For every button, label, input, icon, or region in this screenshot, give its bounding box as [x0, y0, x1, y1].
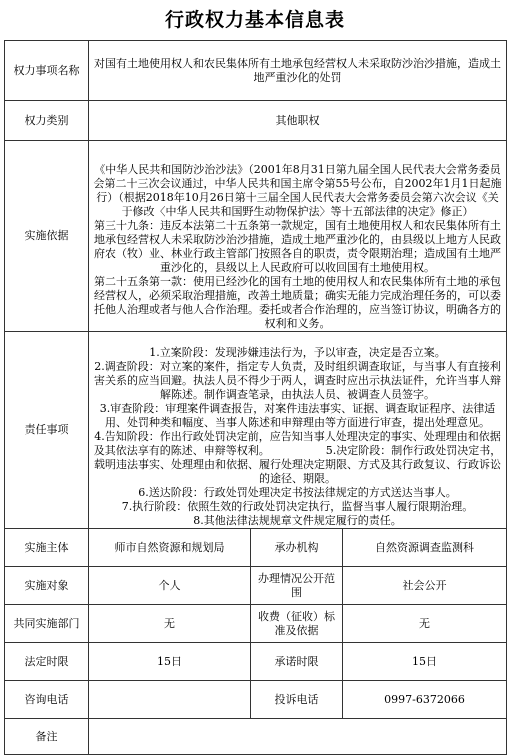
row-joint — [5, 605, 507, 643]
handling-agency-value: 自然资源调查监测科 — [343, 529, 507, 567]
target-label: 实施对象 — [5, 567, 89, 605]
row-responsibility — [5, 332, 507, 529]
power-category-value: 其他职权 — [89, 101, 507, 141]
row-remark — [5, 719, 507, 755]
target-value: 个人 — [89, 567, 251, 605]
responsibility-paragraph: 1.立案阶段：发现涉嫌违法行为，予以审查，决定是否立案。 — [149, 346, 446, 359]
basis-paragraph: 第三十九条：违反本法第二十五条第一款规定，国有土地使用权人和农民集体所有土地承包经营权人未采取防沙治沙措施，造成土地严重沙化的，由县级以上地方人民政府农（牧）业、林业行政主管部门按照各自的职责，责令限期治理；造成国有土地严重沙化的，县级以上人民政府可以收回国有土地使用权。 — [94, 219, 501, 274]
row-deadline — [5, 643, 507, 681]
consult-phone-value — [89, 681, 251, 719]
fee-standard-value: 无 — [343, 605, 507, 643]
page-title: 行政权力基本信息表 — [164, 9, 345, 31]
promised-deadline-value: 15日 — [343, 643, 507, 681]
row-target — [5, 567, 507, 605]
row-power-category — [5, 101, 507, 141]
remark-label: 备注 — [5, 719, 89, 755]
handling-agency-label: 承办机构 — [251, 529, 343, 567]
legal-deadline-value: 15日 — [89, 643, 251, 681]
subject-value: 师市自然资源和规划局 — [89, 529, 251, 567]
responsibility-paragraph: 6.送达阶段：行政处罚处理决定书按法律规定的方式送达当事人。 — [138, 486, 457, 499]
joint-department-value: 无 — [89, 605, 251, 643]
info-table — [4, 40, 507, 755]
disclosure-scope-label: 办理情况公开范围 — [251, 567, 343, 605]
complaint-phone-value: 0997-6372066 — [343, 681, 507, 719]
row-phone — [5, 681, 507, 719]
responsibility-content — [89, 332, 507, 529]
disclosure-scope-value: 社会公开 — [343, 567, 507, 605]
basis-content — [89, 141, 507, 332]
responsibility-label: 责任事项 — [5, 332, 89, 529]
remark-value — [89, 719, 507, 755]
responsibility-paragraph: 8.其他法律法规规章文件规定履行的责任。 — [193, 514, 402, 527]
promised-deadline-label: 承诺时限 — [251, 643, 343, 681]
responsibility-paragraph: 3.审查阶段：审理案件调查报告，对案件违法事实、证据、调查取证程序、法律适用、处罚种类和幅度、当事人陈述和申辩理由等方面进行审查，提出处理意见。 — [99, 402, 496, 429]
power-item-value: 对国有土地使用权人和农民集体所有土地承包经营权人未采取防沙治沙措施，造成土地严重沙化的处罚 — [89, 41, 507, 101]
power-item-label: 权力事项名称 — [5, 41, 89, 101]
joint-department-label: 共同实施部门 — [5, 605, 89, 643]
legal-deadline-label: 法定时限 — [5, 643, 89, 681]
responsibility-paragraph: 7.执行阶段：依照生效的行政处罚决定执行，监督当事人履行限期治理。 — [121, 500, 474, 513]
basis-paragraph: 第二十五条第一款：使用已经沙化的国有土地的使用权人和农民集体所有土地的承包经营权人，必须采取治理措施，改善土地质量；确实无能力完成治理任务的，可以委托他人治理或者与他人合作治理。委托或者合作治理的，应当签订协议，明确各方的权利和义务。 — [94, 275, 501, 330]
responsibility-paragraph: 2.调查阶段：对立案的案件，指定专人负责，及时组织调查取证，与当事人有直接利害关系的应当回避。执法人员不得少于两人，调查时应出示执法证件，允许当事人辩解陈述。制作调查笔录，由执法人员、被调查人员签字。 — [94, 360, 501, 401]
complaint-phone-label: 投诉电话 — [251, 681, 343, 719]
responsibility-paragraph: 4.告知阶段：作出行政处罚决定前，应告知当事人处理决定的事实、处理理由和依据及其依法享有的陈述、申辩等权利。 5.决定阶段：制作行政处罚决定书，载明违法事实、处理理由和依据、履行处理决定期限、方式及其行政复议、行政诉讼的途径、期限。 — [93, 430, 502, 485]
subject-label: 实施主体 — [5, 529, 89, 567]
row-subject — [5, 529, 507, 567]
power-category-label: 权力类别 — [5, 101, 89, 141]
consult-phone-label: 咨询电话 — [5, 681, 89, 719]
row-basis — [5, 141, 507, 332]
basis-label: 实施依据 — [5, 141, 89, 332]
row-power-item — [5, 41, 507, 101]
basis-paragraph: 《中华人民共和国防沙治沙法》（2001年8月31日第九届全国人民代表大会常务委员会第二十三次会议通过，中华人民共和国主席令第55号公布，自2002年1月1日起施行）（根据2018年10月26日第十三届全国人民代表大会常务委员会第六次会议《关于修改〈中华人民共和国野生动物保护法〉等十五部法律的决定》修正） — [93, 163, 502, 218]
fee-standard-label: 收费（征收）标准及依据 — [251, 605, 343, 643]
